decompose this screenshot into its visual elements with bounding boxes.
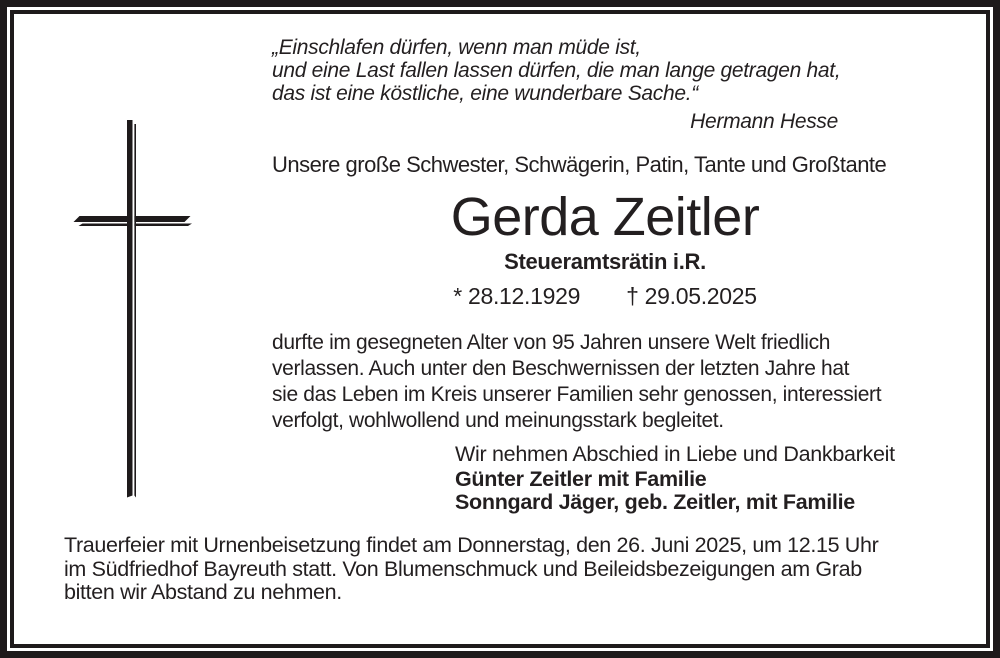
obituary-line: sie das Leben im Kreis unserer Familien sehr genossen, interessiert: [272, 383, 882, 406]
farewell-line: Wir nehmen Abschied in Liebe und Dankbarkeit: [455, 442, 895, 466]
obituary-line: durfte im gesegneten Alter von 95 Jahren unsere Welt friedlich: [272, 331, 831, 354]
quote-line: und eine Last fallen lassen dürfen, die man lange getragen hat,: [272, 59, 841, 82]
obituary-text: [272, 330, 881, 434]
funeral-details: [64, 534, 878, 605]
mourners: [455, 468, 855, 514]
quote-line: „Einschlafen dürfen, wenn man müde ist,: [272, 36, 641, 59]
quote-attribution: Hermann Hesse: [690, 110, 838, 133]
life-dates: [272, 283, 938, 309]
birth-date: * 28.12.1929: [453, 283, 581, 309]
quote-line: das ist eine köstliche, eine wunderbare Sache.“: [272, 82, 698, 105]
deceased-title: Steueramtsrätin i.R.: [504, 249, 706, 274]
relationship-line: Unsere große Schwester, Schwägerin, Patin, Tante und Großtante: [272, 152, 887, 177]
memorial-quote: [272, 36, 840, 133]
mourner-name: Günter Zeitler mit Familie: [455, 467, 707, 491]
funeral-line: bitten wir Abstand zu nehmen.: [64, 580, 342, 604]
funeral-line: im Südfriedhof Bayreuth statt. Von Blumenschmuck und Beileidsbezeigungen am Grab: [64, 556, 862, 581]
deceased-name: Gerda Zeitler: [450, 187, 760, 247]
deceased-block: [272, 186, 938, 309]
funeral-line: Trauerfeier mit Urnenbeisetzung findet am Donnerstag, den 26. Juni 2025, um 12.15 Uhr: [64, 533, 879, 557]
mourner-name: Sonngard Jäger, geb. Zeitler, mit Familie: [455, 490, 855, 514]
obituary-line: verlassen. Auch unter den Beschwernissen der letzten Jahre hat: [272, 357, 850, 380]
obituary-line: verfolgt, wohlwollend und meinungsstark begleitet.: [272, 409, 724, 432]
death-date: † 29.05.2025: [626, 283, 757, 309]
